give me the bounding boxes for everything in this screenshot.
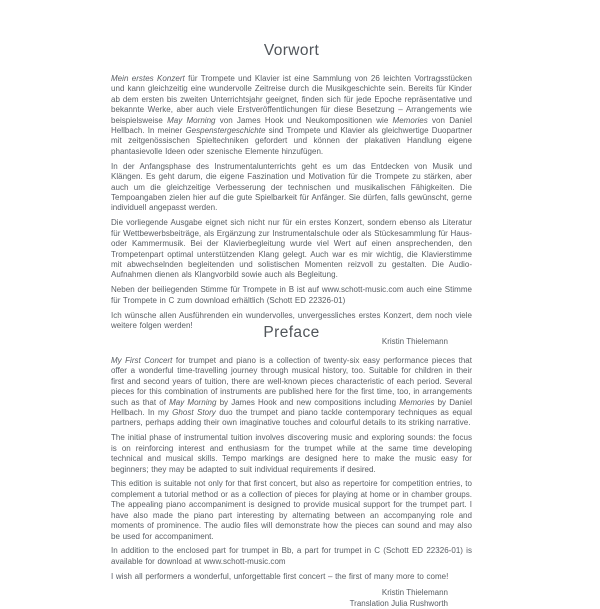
vorwort-title: Vorwort [263, 42, 320, 59]
paragraph: Die vorliegende Ausgabe eignet sich nicht nur für ein erstes Konzert, sondern ebenso als Literatur für Wettbewerbsbeiträge, als Ergänzung zur Instrumentalschule oder als Stückesammlung für Haus- oder Kammermusik. Bei der Klavierbegleitung wurde viel Wert auf einen ansprechenden, den Trompetenpart optimal unterstützenden Klang gelegt. Auch war es mir wichtig, die Klavierstimme mit abwechselnden begleitenden und solistischen Momenten reizvoll zu gestalten. Die Audio-Aufnahmen dienen als Klangvorbild sowie auch als Begleitung. [111, 218, 472, 280]
paragraph: I wish all performers a wonderful, unforgettable first concert – the first of many more to come! [111, 571, 449, 581]
signature: Translation Julia Rushworth [349, 598, 448, 608]
vorwort-section [111, 42, 472, 348]
preface-section [111, 324, 472, 609]
paragraph: In der Anfangsphase des Instrumentalunterrichts geht es um das Entdecken von Musik und Klängen. Es geht darum, die eigene Faszination und Motivation für die Trompete zu stärken, aber auch um die gleichzeitige Verbesserung der technischen und musikalischen Fähigkeiten. Die Tempoangaben zielen hier auf die gute Spielbarkeit für Anfänger. Sie dürfen, falls gewünscht, gerne individuell angepasst werden. [111, 161, 472, 213]
paragraph: Ich wünsche allen Ausführenden ein wundervolles, unvergessliches erstes Konzert, dem noch viele weitere folgen werden! [111, 310, 472, 330]
paragraph: Neben der beiliegenden Stimme für Trompete in B ist auf www.schott-music.com auch eine Stimme für Trompete in C zum download erhältlich (Schott ED 22326-01) [111, 285, 472, 305]
preface-title: Preface [263, 324, 320, 341]
paragraph: In addition to the enclosed part for trumpet in Bb, a part for trumpet in C (Schott ED 22326-01) is available for download at www.schott-music.com [111, 546, 472, 566]
vorwort-paragraphs [111, 74, 472, 331]
signature: Kristin Thielemann [381, 588, 448, 598]
paragraph: My First Concert for trumpet and piano is a collection of twenty-six easy performance pieces that offer a wonderful time-travelling journey through musical history, too. Suitable for children in their first and second years of tuition, there are well-known pieces characteristic of each period. Several pieces for this combination of instruments are published here for the first time, too, in arrangements such as that of May Morning by James Hook and new compositions including Memories by Daniel Hellbach. In my Ghost Story duo the trumpet and piano tackle contemporary techniques as equal partners, perhaps adding their own imaginative touches and colourful details to its striking narrative. [111, 356, 473, 428]
preface-paragraphs [111, 356, 472, 582]
signature: Kristin Thielemann [381, 337, 448, 347]
paragraph: This edition is suitable not only for that first concert, but also as repertoire for competition entries, to complement a tutorial method or as a collection of pieces for playing at home or in chamber groups. The appealing piano accompaniment is designed to provide musical support for the trumpet part. I have also made the piano part interesting by alternating between an accompanying role and moments of prominence. The audio files will demonstrate how the pieces can sound and may also be used for accompaniment. [111, 479, 472, 541]
paragraph: Mein erstes Konzert für Trompete und Klavier ist eine Sammlung von 26 leichten Vortragsstücken und kann gleichzeitig eine wundervolle Zeitreise durch die Musikgeschichte sein. Bereits für Kinder ab dem ersten bis zweiten Unterrichtsjahr geeignet, finden sich für jede Epoche repräsentative und bekannte Werke, aber auch viele Erstveröffentlichungen für diese Besetzung – Arrangements wie beispielsweise May Morning von James Hook und Neukompositionen wie Memories von Daniel Hellbach. In meiner Gespenstergeschichte sind Trompete und Klavier als gleichwertige Duopartner mit zeitgenössischen Spieltechniken gefordert und können der plakativen Handlung eigene phantasievolle Ideen oder szenische Elemente hinzufügen. [111, 74, 473, 156]
preface-signatures [111, 588, 472, 609]
paragraph: The initial phase of instrumental tuition involves discovering music and exploring sounds: the focus is on reinforcing interest and enthusiasm for the trumpet while at the same time developing technical and musical skills. Tempo markings are designed here to make the music easy for beginners; they may be adapted to suit individual requirements if desired. [111, 433, 472, 474]
